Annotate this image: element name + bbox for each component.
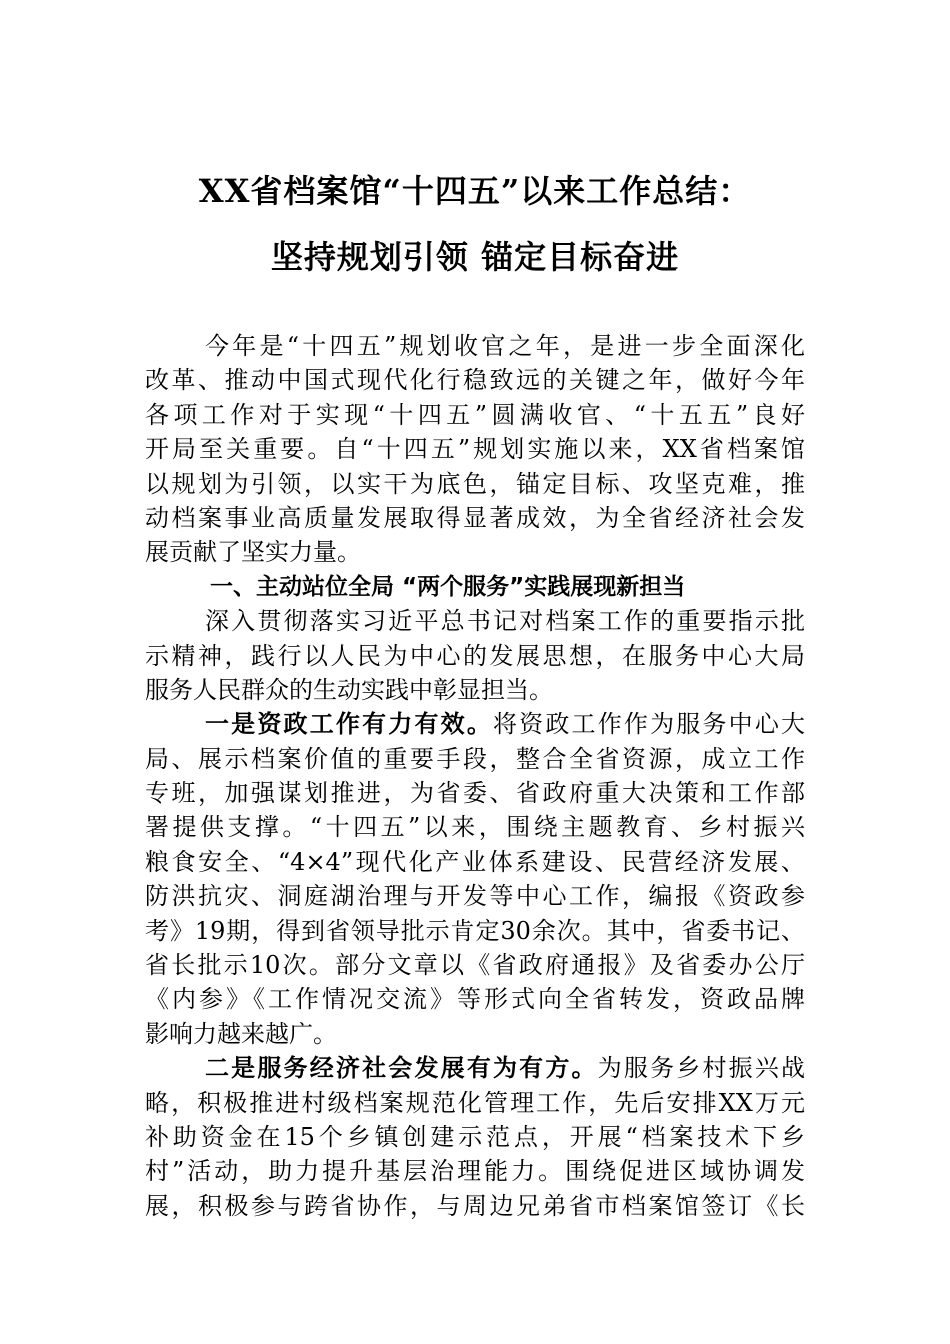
text-line: 开局至关重要。自“十四五”规划实施以来，XX省档案馆 xyxy=(145,435,805,464)
text-line: 改革、推动中国式现代化行稳致远的关键之年，做好今年 xyxy=(145,366,805,395)
text-line: 各项工作对于实现“十四五”圆满收官、“十五五”良好 xyxy=(145,400,805,429)
text-line: 《内参》《工作情况交流》等形式向全省转发，资政品牌 xyxy=(145,985,805,1014)
text-line: 考》19期，得到省领导批示肯定30余次。其中，省委书记、 xyxy=(145,916,805,945)
point-1-title: 一是资政工作有力有效。 xyxy=(205,709,493,739)
text-line: 深入贯彻落实习近平总书记对档案工作的重要指示批 xyxy=(205,607,805,636)
text-line: 署提供支撑。“十四五”以来，围绕主题教育、乡村振兴 xyxy=(145,813,805,842)
text-line: 今年是“十四五”规划收官之年，是进一步全面深化 xyxy=(205,332,805,360)
text-line: 专班，加强谋划推进，为省委、省政府重大决策和工作部 xyxy=(145,779,805,808)
section-heading: 一、主动站位全局 “两个服务”实践展现新担当 xyxy=(210,573,686,600)
text-span: 将资政工作作为服务中心大 xyxy=(493,710,805,739)
text-line: 动档案事业高质量发展取得显著成效，为全省经济社会发 xyxy=(145,503,805,532)
text-line: 防洪抗灾、洞庭湖治理与开发等中心工作，编报《资政参 xyxy=(145,882,805,911)
point-2-paragraph xyxy=(145,1051,805,1223)
text-line: 示精神，践行以人民为中心的发展思想，在服务中心大局 xyxy=(145,641,805,670)
document-title-line-2: 坚持规划引领 锚定目标奋进 xyxy=(270,238,680,276)
document-title-line-1: XX省档案馆“十四五”以来工作总结： xyxy=(198,172,752,210)
document-body xyxy=(145,329,805,1223)
text-line: 展，积极参与跨省协作，与周边兄弟省市档案馆签订《长 xyxy=(145,1191,805,1220)
text-line: 局、展示档案价值的重要手段，整合全省资源，成立工作 xyxy=(145,744,805,773)
text-line: 以规划为引领，以实干为底色，锚定目标、攻坚克难，推 xyxy=(145,469,805,498)
text-line: 补助资金在15个乡镇创建示范点，开展“档案技术下乡 xyxy=(145,1122,805,1151)
text-line: 略，积极推进村级档案规范化管理工作，先后安排XX万元 xyxy=(145,1088,805,1117)
text-line: 粮食安全、“4×4”现代化产业体系建设、民营经济发展、 xyxy=(145,847,805,876)
point-2-title: 二是服务经济社会发展有为有方。 xyxy=(205,1053,598,1083)
text-span: 为服务乡村振兴战 xyxy=(597,1054,806,1083)
text-line: 展贡献了坚实力量。 xyxy=(145,538,361,567)
text-line: 省长批示10次。部分文章以《省政府通报》及省委办公厅 xyxy=(145,951,805,980)
text-line xyxy=(145,1051,805,1085)
point-1-paragraph xyxy=(145,707,805,1051)
text-line: 影响力越来越广。 xyxy=(145,1019,337,1048)
intro-paragraph xyxy=(145,329,805,570)
section-lead-paragraph xyxy=(145,604,805,707)
text-line: 村”活动，助力提升基层治理能力。围绕促进区域协调发 xyxy=(145,1157,805,1186)
text-line: 服务人民群众的生动实践中彰显担当。 xyxy=(145,675,553,704)
text-line xyxy=(145,707,805,741)
